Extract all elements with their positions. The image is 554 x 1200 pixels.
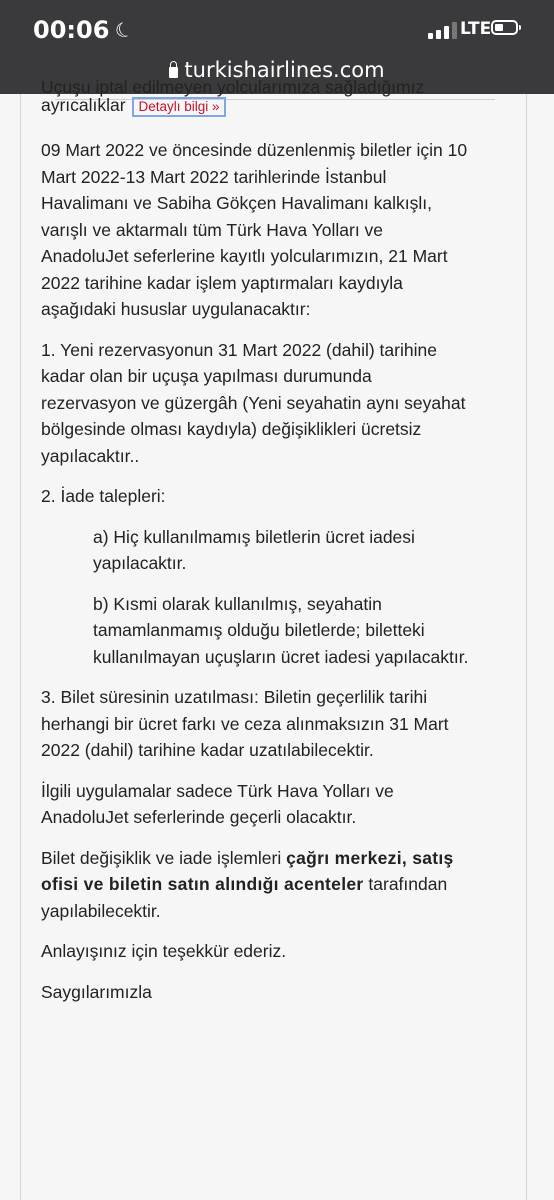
heading-text: Uçuşu iptal edilmeyen yolcularımıza sağladığımız ayrıcalıklar: [41, 77, 425, 115]
item-2b: b) Kısmi olarak kullanılmış, seyahatin tamamlanmamış olduğu biletlerde; biletteki kullanılmayan uçuşların ücret iadesi yapılacaktır.: [93, 593, 469, 667]
notice-heading: [41, 78, 471, 117]
intro-paragraph: 09 Mart 2022 ve öncesinde düzenlenmiş biletler için 10 Mart 2022-13 Mart 2022 tarihlerinde İstanbul Havalimanı ve Sabiha Gökçen Havalimanı kalkışlı, varışlı ve aktarmalı tüm Türk Hava Yolları ve AnadoluJet seferlerine kayıtlı yolcularımızın, 21 Mart 2022 tarihine kadar işlem yaptırmaları kaydıyla aşağıdaki hususlar uygulanacaktır:: [41, 140, 468, 319]
notice-content: [41, 78, 471, 1019]
item-1: 1. Yeni rezervasyonun 31 Mart 2022 (dahil) tarihine kadar olan bir uçuşa yapılması durumunda rezervasyon ve güzergâh (Yeni seyahatin aynı seyahat bölgesinde olması kaydıyla) değişiklikleri ücretsiz yapılacaktır..: [41, 339, 466, 466]
changes-pre: Bilet değişiklik ve iade işlemleri: [41, 847, 287, 868]
item-3: 3. Bilet süresinin uzatılması: Biletin geçerlilik tarihi herhangi bir ücret farkı ve ceza alınmaksızın 31 Mart 2022 (dahil) tarihine kadar uzatılabilecektir.: [41, 687, 449, 760]
item-2: 2. İade talepleri:: [41, 486, 166, 506]
clock: [33, 15, 137, 45]
thanks-paragraph: Anlayışınız için teşekkür ederiz.: [41, 941, 287, 961]
signal-icon: [428, 21, 457, 39]
time-text: 00:06: [33, 16, 110, 44]
item-2a: a) Hiç kullanılmamış biletlerin ücret iadesi yapılacaktır.: [93, 526, 415, 573]
lock-icon: [169, 67, 178, 78]
detail-link[interactable]: Detaylı bilgi »: [132, 97, 225, 117]
changes-bold: çağrı merkezi, satış ofisi ve biletin satın alındığı acenteler: [41, 847, 454, 894]
url-text: turkishairlines.com: [184, 58, 385, 82]
moon-icon: ☾: [111, 15, 137, 45]
changes-paragraph: [41, 845, 471, 925]
battery-icon: [491, 20, 518, 35]
network-label: LTE: [460, 19, 492, 39]
related-paragraph: İlgili uygulamalar sadece Türk Hava Yolları ve AnadoluJet seferlerinde geçerli olacaktır.: [41, 780, 394, 827]
regards-paragraph: Saygılarımızla: [41, 981, 152, 1002]
changes-post: tarafından yapılabilecektir.: [41, 874, 448, 921]
